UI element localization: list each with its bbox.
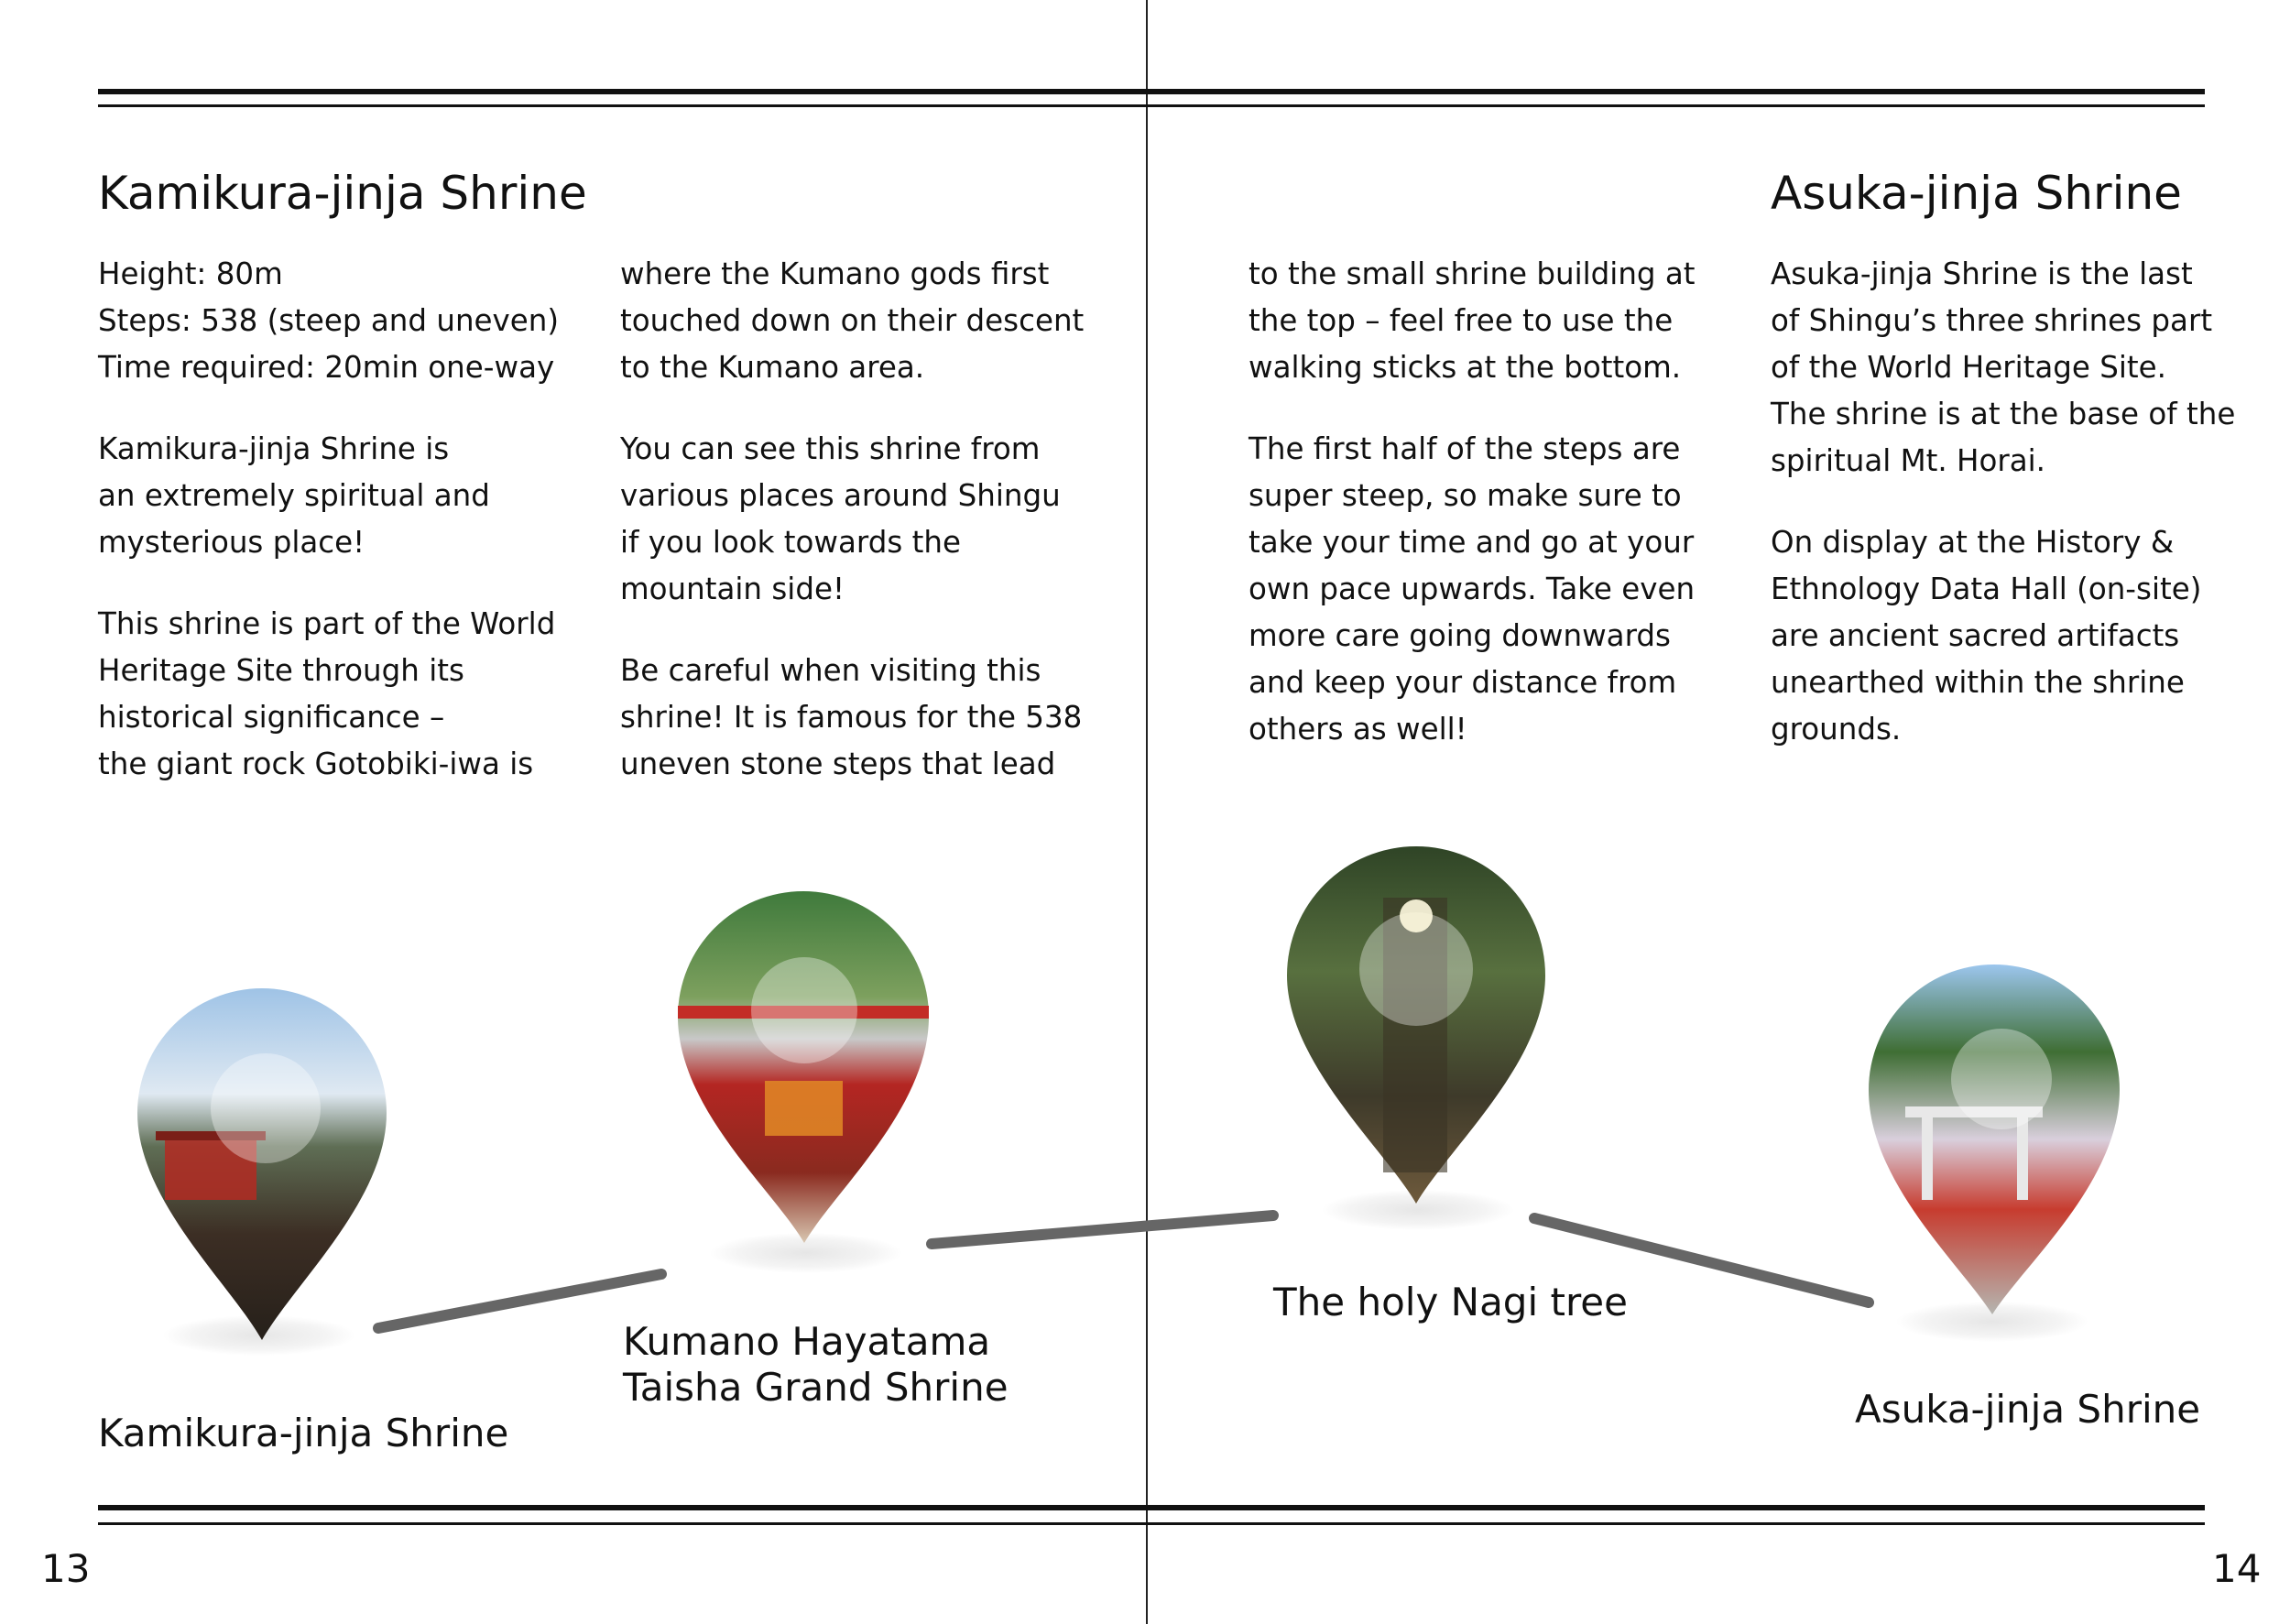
right-page-title: Asuka-jinja Shrine <box>1771 167 2182 220</box>
specs-paragraph: Height: 80m Steps: 538 (steep and uneven) Time required: 20min one-way <box>98 256 560 385</box>
paragraph: Be careful when visiting this shrine! It is famous for the 538 uneven stone steps that lead <box>620 653 1083 781</box>
paragraph: The first half of the steps are super steep, so make sure to take your time and go at your own pace upwards. Take even more care going downwards and keep your distance from others as well! <box>1249 431 1696 747</box>
map-pin-icon <box>1287 846 1545 1230</box>
paragraph: where the Kumano gods first touched down on their descent to the Kumano area. <box>620 256 1085 385</box>
map-pin-icon <box>137 988 387 1356</box>
stop-label-asuka: Asuka-jinja Shrine <box>1855 1387 2201 1432</box>
stop-label-hayatama: Kumano Hayatama Taisha Grand Shrine <box>623 1319 1009 1410</box>
stop-label-nagi-tree: The holy Nagi tree <box>1273 1280 1628 1324</box>
page-number-right: 14 <box>2212 1546 2262 1591</box>
paragraph: On display at the History & Ethnology Data Hall (on-site) are ancient sacred artifacts unearthed within the shrine grounds. <box>1771 525 2202 747</box>
paragraph: to the small shrine building at the top – feel free to use the walking sticks at the bottom. <box>1249 256 1696 385</box>
left-page-title: Kamikura-jinja Shrine <box>98 167 587 220</box>
paragraph: Kamikura-jinja Shrine is an extremely spiritual and mysterious place! <box>98 431 490 560</box>
map-pin-icon <box>678 891 929 1273</box>
route-segment <box>378 1274 661 1328</box>
page-number-left: 13 <box>41 1546 91 1591</box>
map-pin-icon <box>1869 965 2120 1342</box>
stop-label-kamikura: Kamikura-jinja Shrine <box>98 1411 509 1455</box>
route-segment <box>932 1215 1273 1244</box>
paragraph: Asuka-jinja Shrine is the last of Shingu’s three shrines part of the World Heritage Site. The shrine is at the base of the spiritual Mt. Horai. <box>1771 256 2236 478</box>
paragraph: You can see this shrine from various places around Shingu if you look towards the mountain side! <box>620 431 1061 606</box>
paragraph: This shrine is part of the World Heritage Site through its historical significance – the giant rock Gotobiki-iwa is <box>98 606 556 781</box>
